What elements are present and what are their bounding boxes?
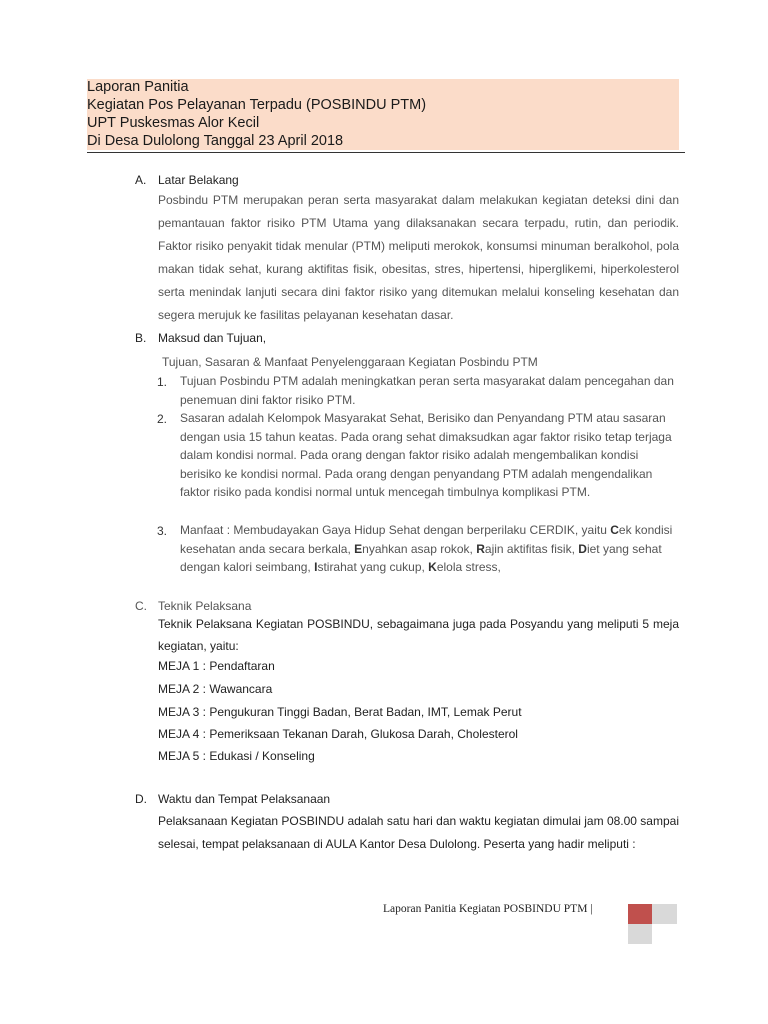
cerdik-initial: E (354, 541, 363, 556)
meja-item: MEJA 2 : Wawancara (158, 682, 273, 696)
section-c-title: Teknik Pelaksana (158, 599, 252, 613)
manfaat-text-part: stirahat yang cukup, (317, 560, 429, 575)
cerdik-initial: R (476, 541, 485, 556)
section-b-subheading: Tujuan, Sasaran & Manfaat Penyelenggaraan Kegiatan Posbindu PTM (162, 355, 538, 369)
manfaat-text-part: ek kondisi kesehatan anda secara berkala, (180, 523, 673, 556)
section-d-title: Waktu dan Tempat Pelaksanaan (158, 792, 331, 806)
list-item-number: 3. (157, 524, 168, 538)
section-b-title: Maksud dan Tujuan, (158, 331, 267, 345)
section-d-letter: D. (135, 792, 147, 806)
section-a-paragraph: Posbindu PTM merupakan peran serta masyarakat dalam melakukan kegiatan deteksi dini dan pemantauan faktor risiko PTM Utama yang dilaksanakan secara terpadu, rutin, dan periodik. Faktor risiko penyakit tidak menular (PTM) meliputi merokok, konsumsi minuman beralkohol, pola makan tidak sehat, kurang aktifitas fisik, obesitas, stres, hipertensi, hiperglikemi, hiperkolesterol serta menindak lanjuti secara dini faktor risiko yang ditemukan melalui konseling kesehatan dan segera merujuk ke fasilitas pelayanan kesehatan dasar. (158, 193, 679, 322)
footer-accent-red-square (628, 904, 652, 924)
section-b-letter: B. (135, 331, 147, 345)
meja-item: MEJA 3 : Pengukuran Tinggi Badan, Berat Badan, IMT, Lemak Perut (158, 705, 522, 719)
section-a-letter: A. (135, 173, 147, 187)
cerdik-initial: C (610, 523, 619, 537)
list-item-tujuan: Tujuan Posbindu PTM adalah meningkatkan peran serta masyarakat dalam pencegahan dan penemuan dini faktor risiko PTM. (180, 374, 674, 407)
meja-item: MEJA 4 : Pemeriksaan Tekanan Darah, Glukosa Darah, Cholesterol (158, 727, 518, 741)
header-divider (87, 152, 685, 153)
section-a-title: Latar Belakang (158, 173, 239, 187)
meja-item: MEJA 1 : Pendaftaran (158, 659, 275, 673)
header-activity: Kegiatan Pos Pelayanan Terpadu (POSBINDU PTM) (87, 97, 427, 113)
cerdik-initial: I (314, 560, 318, 575)
section-c-letter: C. (135, 599, 147, 613)
cerdik-initial: D (578, 541, 587, 556)
section-d-paragraph: Pelaksanaan Kegiatan POSBINDU adalah satu hari dan waktu kegiatan dimulai jam 08.00 sampai selesai, tempat pelaksanaan di AULA Kantor Desa Dulolong. Peserta yang hadir meliputi : (158, 814, 679, 851)
manfaat-text-part: elola stress, (436, 560, 501, 575)
header-title: Laporan Panitia (87, 79, 189, 95)
list-item-manfaat (180, 521, 678, 577)
header-organization: UPT Puskesmas Alor Kecil (87, 115, 260, 131)
manfaat-text-part: nyahkan asap rokok, (362, 541, 477, 556)
manfaat-text-part: Manfaat : Membudayakan Gaya Hidup Sehat dengan berperilaku CERDIK, yaitu (180, 523, 611, 537)
list-item-number: 2. (157, 412, 168, 426)
meja-item: MEJA 5 : Edukasi / Konseling (158, 749, 315, 763)
footer-accent-gray-square (628, 924, 652, 944)
cerdik-initial: K (428, 560, 437, 575)
manfaat-text-part: ajin aktifitas fisik, (484, 541, 579, 556)
manfaat-text-part: iet yang sehat dengan kalori seimbang, (180, 541, 662, 575)
header-location-date: Di Desa Dulolong Tanggal 23 April 2018 (87, 133, 344, 149)
list-item-sasaran: Sasaran adalah Kelompok Masyarakat Sehat, Berisiko dan Penyandang PTM atau sasaran dengan usia 15 tahun keatas. Pada orang sehat dimaksudkan agar faktor risiko tetap terjaga dalam kondisi normal. Pada orang dengan faktor risiko adalah mengembalikan kondisi berisiko ke kondisi normal. Pada orang dengan penyandang PTM adalah mengendalikan faktor risiko pada kondisi normal untuk mencegah timbulnya komplikasi PTM. (180, 411, 672, 500)
footer-text: Laporan Panitia Kegiatan POSBINDU PTM | (383, 903, 593, 915)
list-item-number: 1. (157, 375, 168, 389)
section-c-intro: Teknik Pelaksana Kegiatan POSBINDU, sebagaimana juga pada Posyandu yang meliputi 5 meja kegiatan, yaitu: (158, 617, 679, 653)
footer-accent-gray-square (652, 904, 677, 924)
